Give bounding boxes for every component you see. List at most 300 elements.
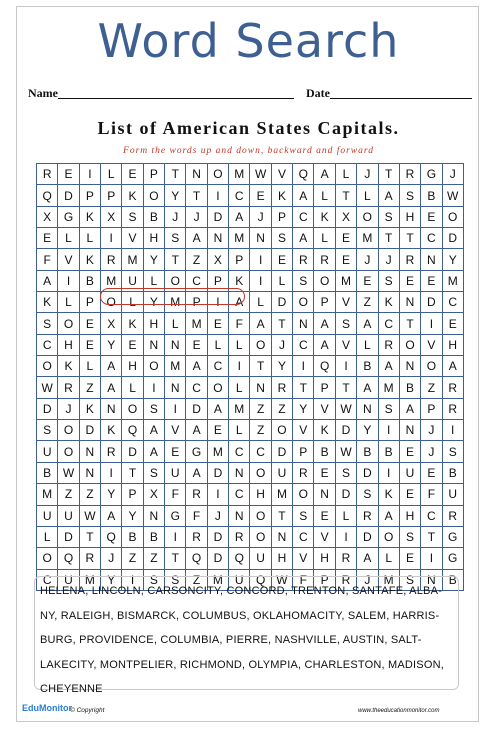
grid-cell[interactable]: A [293,185,314,206]
grid-cell[interactable]: R [79,548,100,569]
grid-cell[interactable]: W [37,377,58,398]
grid-cell[interactable]: C [229,484,250,505]
grid-cell[interactable]: O [250,526,271,547]
grid-cell[interactable]: J [250,206,271,227]
grid-cell[interactable]: V [335,334,356,355]
grid-cell[interactable]: X [207,249,228,270]
grid-cell[interactable]: N [79,462,100,483]
grid-cell[interactable]: R [101,249,122,270]
grid-cell[interactable]: X [101,206,122,227]
grid-cell[interactable]: K [122,313,143,334]
grid-cell[interactable]: T [165,164,186,185]
grid-cell[interactable]: A [101,377,122,398]
grid-cell[interactable]: P [421,398,442,419]
grid-cell[interactable]: B [399,377,420,398]
grid-cell[interactable]: O [58,420,79,441]
grid-cell[interactable]: O [378,526,399,547]
grid-cell[interactable]: Z [186,249,207,270]
grid-cell[interactable]: R [399,249,420,270]
grid-cell[interactable]: U [250,548,271,569]
grid-cell[interactable]: O [101,292,122,313]
grid-cell[interactable]: P [79,185,100,206]
grid-cell[interactable]: S [165,569,186,590]
grid-cell[interactable]: P [143,164,164,185]
grid-cell[interactable]: S [399,569,420,590]
grid-cell[interactable]: R [101,441,122,462]
grid-cell[interactable]: V [314,526,335,547]
grid-cell[interactable]: M [165,292,186,313]
grid-cell[interactable]: A [314,164,335,185]
grid-cell[interactable]: J [101,548,122,569]
grid-cell[interactable]: S [357,484,378,505]
grid-cell[interactable]: P [229,249,250,270]
grid-cell[interactable]: L [314,228,335,249]
grid-cell[interactable]: R [58,377,79,398]
grid-cell[interactable]: I [442,420,463,441]
grid-cell[interactable]: Y [101,569,122,590]
grid-cell[interactable]: A [186,420,207,441]
grid-cell[interactable]: Q [293,164,314,185]
grid-cell[interactable]: F [165,484,186,505]
grid-cell[interactable]: L [79,356,100,377]
grid-cell[interactable]: L [314,185,335,206]
grid-cell[interactable]: R [335,569,356,590]
grid-cell[interactable]: Y [143,249,164,270]
grid-cell[interactable]: E [399,441,420,462]
grid-cell[interactable]: J [421,441,442,462]
grid-cell[interactable]: P [79,292,100,313]
grid-cell[interactable]: S [378,398,399,419]
grid-cell[interactable]: L [229,334,250,355]
grid-cell[interactable]: I [79,164,100,185]
grid-cell[interactable]: Z [271,398,292,419]
grid-cell[interactable]: T [399,228,420,249]
grid-cell[interactable]: Q [229,548,250,569]
grid-cell[interactable]: T [378,228,399,249]
grid-cell[interactable]: B [378,441,399,462]
grid-cell[interactable]: Y [122,505,143,526]
grid-cell[interactable]: B [357,356,378,377]
grid-cell[interactable]: A [442,356,463,377]
grid-cell[interactable]: T [165,249,186,270]
grid-cell[interactable]: D [335,484,356,505]
grid-cell[interactable]: H [399,505,420,526]
grid-cell[interactable]: I [421,548,442,569]
grid-cell[interactable]: N [399,356,420,377]
grid-cell[interactable]: M [229,164,250,185]
grid-cell[interactable]: M [207,441,228,462]
grid-cell[interactable]: L [335,164,356,185]
grid-cell[interactable]: D [37,398,58,419]
grid-cell[interactable]: L [101,164,122,185]
grid-cell[interactable]: I [101,462,122,483]
grid-cell[interactable]: X [335,206,356,227]
grid-cell[interactable]: L [37,526,58,547]
grid-cell[interactable]: O [207,164,228,185]
grid-cell[interactable]: O [37,356,58,377]
grid-cell[interactable]: B [143,206,164,227]
grid-cell[interactable]: C [37,334,58,355]
grid-cell[interactable]: K [314,420,335,441]
grid-cell[interactable]: T [271,313,292,334]
grid-cell[interactable]: I [335,356,356,377]
grid-cell[interactable]: T [271,505,292,526]
grid-cell[interactable]: Y [101,334,122,355]
grid-cell[interactable]: O [122,398,143,419]
grid-cell[interactable]: Z [250,398,271,419]
grid-cell[interactable]: K [314,206,335,227]
grid-cell[interactable]: V [314,398,335,419]
grid-cell[interactable]: J [165,206,186,227]
grid-cell[interactable]: F [293,569,314,590]
grid-cell[interactable]: Z [357,292,378,313]
grid-cell[interactable]: U [165,462,186,483]
grid-cell[interactable]: Y [442,249,463,270]
grid-cell[interactable]: A [186,462,207,483]
grid-cell[interactable]: O [421,356,442,377]
grid-cell[interactable]: C [207,356,228,377]
grid-cell[interactable]: B [442,462,463,483]
grid-cell[interactable]: L [229,420,250,441]
grid-cell[interactable]: K [79,398,100,419]
grid-cell[interactable]: B [143,526,164,547]
grid-cell[interactable]: S [143,398,164,419]
grid-cell[interactable]: I [122,569,143,590]
grid-cell[interactable]: N [357,398,378,419]
grid-cell[interactable]: U [58,505,79,526]
grid-cell[interactable]: E [335,249,356,270]
grid-cell[interactable]: A [357,313,378,334]
grid-cell[interactable]: K [79,206,100,227]
grid-cell[interactable]: I [207,484,228,505]
grid-cell[interactable]: Z [250,420,271,441]
grid-cell[interactable]: Y [101,484,122,505]
grid-cell[interactable]: E [421,206,442,227]
grid-cell[interactable]: M [442,270,463,291]
grid-cell[interactable]: R [186,484,207,505]
grid-cell[interactable]: L [58,228,79,249]
grid-cell[interactable]: O [207,377,228,398]
grid-cell[interactable]: H [250,484,271,505]
grid-cell[interactable]: E [271,249,292,270]
grid-cell[interactable]: D [271,441,292,462]
grid-cell[interactable]: R [335,548,356,569]
grid-cell[interactable]: Z [143,548,164,569]
grid-cell[interactable]: J [58,398,79,419]
grid-cell[interactable]: I [165,526,186,547]
grid-cell[interactable]: I [378,462,399,483]
grid-cell[interactable]: M [186,313,207,334]
grid-cell[interactable]: Y [293,398,314,419]
grid-cell[interactable]: F [229,313,250,334]
grid-cell[interactable]: D [335,420,356,441]
grid-cell[interactable]: P [101,185,122,206]
grid-cell[interactable]: J [207,505,228,526]
grid-cell[interactable]: M [165,356,186,377]
grid-cell[interactable]: L [79,228,100,249]
grid-cell[interactable]: U [442,484,463,505]
grid-cell[interactable]: R [378,334,399,355]
grid-cell[interactable]: C [442,292,463,313]
grid-cell[interactable]: R [357,505,378,526]
grid-cell[interactable]: S [143,462,164,483]
grid-cell[interactable]: A [378,505,399,526]
grid-cell[interactable]: L [335,505,356,526]
grid-cell[interactable]: D [58,526,79,547]
grid-cell[interactable]: U [229,569,250,590]
grid-cell[interactable]: M [207,569,228,590]
grid-cell[interactable]: I [207,185,228,206]
grid-cell[interactable]: N [229,462,250,483]
grid-cell[interactable]: V [293,548,314,569]
grid-cell[interactable]: S [271,228,292,249]
grid-cell[interactable]: C [293,206,314,227]
grid-cell[interactable]: U [58,569,79,590]
grid-cell[interactable]: K [229,270,250,291]
grid-cell[interactable]: U [37,505,58,526]
grid-cell[interactable]: V [421,334,442,355]
grid-cell[interactable]: L [143,270,164,291]
grid-cell[interactable]: U [271,462,292,483]
grid-cell[interactable]: P [122,484,143,505]
grid-cell[interactable]: H [143,228,164,249]
grid-cell[interactable]: S [442,441,463,462]
grid-cell[interactable]: A [314,334,335,355]
grid-cell[interactable]: Z [421,377,442,398]
grid-cell[interactable]: G [165,505,186,526]
grid-cell[interactable]: E [207,420,228,441]
grid-cell[interactable]: B [357,441,378,462]
grid-cell[interactable]: M [101,270,122,291]
grid-cell[interactable]: I [101,228,122,249]
grid-cell[interactable]: M [229,228,250,249]
grid-cell[interactable]: Y [271,356,292,377]
grid-cell[interactable]: N [165,334,186,355]
grid-cell[interactable]: O [314,270,335,291]
grid-cell[interactable]: L [250,292,271,313]
grid-cell[interactable]: L [122,377,143,398]
grid-cell[interactable]: D [421,292,442,313]
grid-cell[interactable]: B [122,526,143,547]
grid-cell[interactable]: R [293,462,314,483]
grid-cell[interactable]: T [335,185,356,206]
grid-cell[interactable]: X [37,206,58,227]
grid-cell[interactable]: E [399,270,420,291]
grid-cell[interactable]: C [229,185,250,206]
grid-cell[interactable]: H [58,334,79,355]
grid-cell[interactable]: D [58,185,79,206]
grid-cell[interactable]: M [378,377,399,398]
grid-cell[interactable]: N [143,334,164,355]
grid-cell[interactable]: E [442,313,463,334]
grid-cell[interactable]: P [314,377,335,398]
grid-cell[interactable]: C [421,228,442,249]
grid-cell[interactable]: T [335,377,356,398]
grid-cell[interactable]: L [207,334,228,355]
grid-cell[interactable]: T [421,526,442,547]
grid-cell[interactable]: Q [250,569,271,590]
grid-cell[interactable]: D [357,526,378,547]
grid-cell[interactable]: Q [58,548,79,569]
grid-cell[interactable]: O [58,313,79,334]
grid-cell[interactable]: E [122,334,143,355]
grid-cell[interactable]: E [421,270,442,291]
grid-cell[interactable]: L [357,334,378,355]
grid-cell[interactable]: D [357,462,378,483]
grid-cell[interactable]: G [58,206,79,227]
grid-cell[interactable]: S [293,505,314,526]
grid-cell[interactable]: O [143,185,164,206]
grid-cell[interactable]: O [250,505,271,526]
grid-cell[interactable]: K [58,356,79,377]
grid-cell[interactable]: M [335,270,356,291]
grid-cell[interactable]: R [186,526,207,547]
grid-cell[interactable]: T [79,526,100,547]
grid-cell[interactable]: A [207,398,228,419]
grid-cell[interactable]: E [314,505,335,526]
grid-cell[interactable]: H [122,356,143,377]
grid-cell[interactable]: D [442,228,463,249]
grid-cell[interactable]: E [165,441,186,462]
grid-cell[interactable]: Q [186,548,207,569]
grid-cell[interactable]: C [378,313,399,334]
grid-cell[interactable]: S [335,462,356,483]
grid-cell[interactable]: E [250,185,271,206]
grid-cell[interactable]: I [165,398,186,419]
grid-cell[interactable]: Z [186,569,207,590]
grid-cell[interactable]: W [250,164,271,185]
grid-cell[interactable]: L [357,185,378,206]
name-field[interactable] [58,98,294,99]
grid-cell[interactable]: V [58,249,79,270]
grid-cell[interactable]: F [37,249,58,270]
grid-cell[interactable]: M [229,398,250,419]
grid-cell[interactable]: K [101,420,122,441]
grid-cell[interactable]: G [186,441,207,462]
grid-cell[interactable]: I [378,420,399,441]
grid-cell[interactable]: N [399,420,420,441]
grid-cell[interactable]: R [442,505,463,526]
grid-cell[interactable]: T [378,164,399,185]
grid-cell[interactable]: Q [122,420,143,441]
grid-cell[interactable]: A [399,398,420,419]
grid-cell[interactable]: A [101,505,122,526]
grid-cell[interactable]: R [229,526,250,547]
grid-cell[interactable]: N [421,249,442,270]
grid-cell[interactable]: O [442,206,463,227]
grid-cell[interactable]: D [207,526,228,547]
grid-cell[interactable]: P [314,292,335,313]
grid-cell[interactable]: D [186,398,207,419]
grid-cell[interactable]: L [271,270,292,291]
grid-cell[interactable]: P [314,569,335,590]
grid-cell[interactable]: B [79,270,100,291]
grid-cell[interactable]: O [143,356,164,377]
grid-cell[interactable]: D [79,420,100,441]
grid-cell[interactable]: A [378,185,399,206]
grid-cell[interactable]: A [186,356,207,377]
grid-cell[interactable]: M [271,484,292,505]
grid-cell[interactable]: C [186,270,207,291]
grid-cell[interactable]: E [399,548,420,569]
grid-cell[interactable]: L [378,548,399,569]
grid-cell[interactable]: J [442,164,463,185]
grid-cell[interactable]: E [58,164,79,185]
grid-cell[interactable]: A [229,292,250,313]
grid-cell[interactable]: Y [357,420,378,441]
date-field[interactable] [330,98,472,99]
grid-cell[interactable]: S [293,270,314,291]
grid-cell[interactable]: X [143,484,164,505]
grid-cell[interactable]: E [37,228,58,249]
grid-cell[interactable]: Q [37,185,58,206]
grid-cell[interactable]: Y [165,185,186,206]
grid-cell[interactable]: A [314,313,335,334]
grid-cell[interactable]: A [378,356,399,377]
grid-cell[interactable]: O [37,548,58,569]
grid-cell[interactable]: P [186,292,207,313]
grid-cell[interactable]: N [207,228,228,249]
grid-cell[interactable]: R [442,377,463,398]
grid-cell[interactable]: F [186,505,207,526]
grid-cell[interactable]: S [378,206,399,227]
grid-cell[interactable]: M [79,569,100,590]
grid-cell[interactable]: E [186,334,207,355]
grid-cell[interactable]: C [229,441,250,462]
grid-cell[interactable]: D [271,292,292,313]
grid-cell[interactable]: K [378,484,399,505]
grid-cell[interactable]: R [293,249,314,270]
grid-cell[interactable]: A [143,441,164,462]
grid-cell[interactable]: W [335,441,356,462]
grid-cell[interactable]: E [314,462,335,483]
grid-cell[interactable]: A [229,206,250,227]
grid-cell[interactable]: T [399,313,420,334]
grid-cell[interactable]: A [293,228,314,249]
grid-cell[interactable]: I [229,356,250,377]
grid-cell[interactable]: T [250,356,271,377]
grid-cell[interactable]: U [37,441,58,462]
grid-cell[interactable]: W [271,569,292,590]
grid-cell[interactable]: B [442,569,463,590]
grid-cell[interactable]: C [186,377,207,398]
grid-cell[interactable]: C [250,441,271,462]
grid-cell[interactable]: R [314,249,335,270]
grid-cell[interactable]: T [165,548,186,569]
grid-cell[interactable]: J [271,334,292,355]
grid-cell[interactable]: J [357,164,378,185]
grid-cell[interactable]: U [399,462,420,483]
grid-cell[interactable]: E [421,462,442,483]
grid-cell[interactable]: A [101,356,122,377]
grid-cell[interactable]: N [143,505,164,526]
grid-cell[interactable]: M [357,228,378,249]
grid-cell[interactable]: I [207,292,228,313]
grid-cell[interactable]: M [37,484,58,505]
grid-cell[interactable]: N [399,292,420,313]
grid-cell[interactable]: W [58,462,79,483]
grid-cell[interactable]: K [37,292,58,313]
grid-cell[interactable]: E [399,484,420,505]
grid-cell[interactable]: O [250,462,271,483]
grid-cell[interactable]: W [442,185,463,206]
grid-cell[interactable]: K [271,185,292,206]
grid-cell[interactable]: V [122,228,143,249]
grid-cell[interactable]: A [357,377,378,398]
grid-cell[interactable]: Q [314,356,335,377]
grid-cell[interactable]: H [442,334,463,355]
grid-cell[interactable]: J [421,420,442,441]
